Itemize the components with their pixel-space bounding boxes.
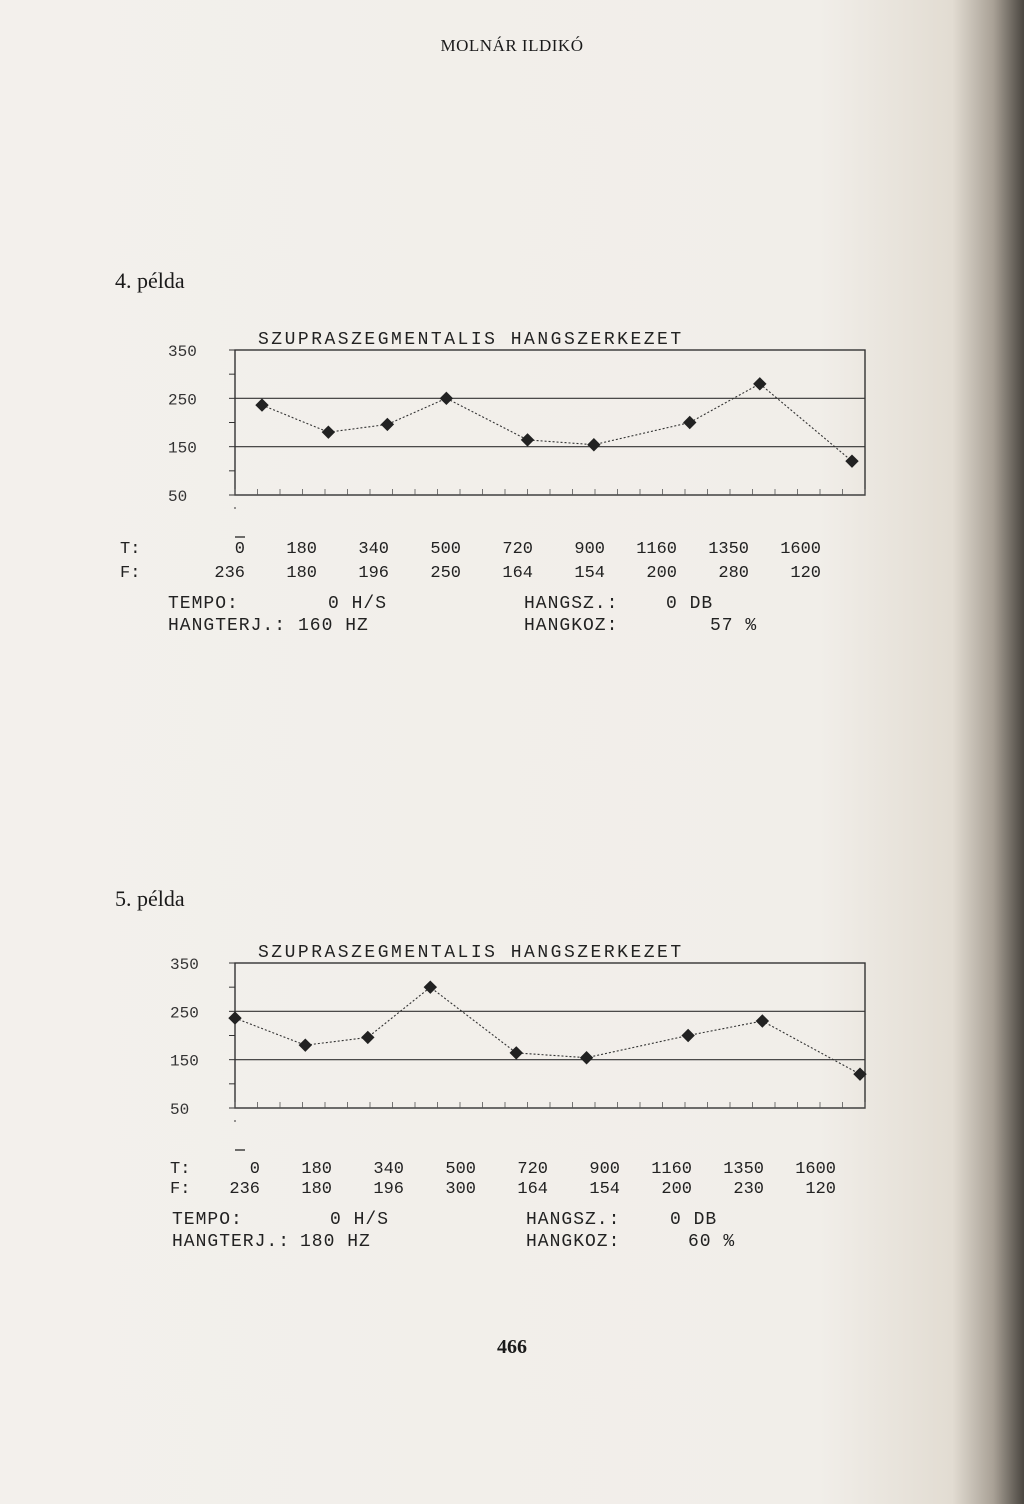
f-value-cell: 180 [301,1180,332,1199]
data-point-marker [424,981,436,993]
data-table-example-5 [0,1160,1024,1210]
t-row-label: T: [170,1160,191,1179]
data-point-marker [854,1068,866,1080]
t-value-cell: 1350 [708,540,749,559]
f-value-cell: 120 [805,1180,836,1199]
data-table-example-4 [0,540,1024,590]
series-line [262,384,852,461]
t-value-cell: 340 [373,1160,404,1179]
t-value-cell: 720 [517,1160,548,1179]
t-value-cell: 1600 [780,540,821,559]
f-value-cell: 236 [214,564,245,583]
f-value-cell: 180 [286,564,317,583]
data-point-marker [588,439,600,451]
f-value-cell: 164 [517,1180,548,1199]
y-tick-label: 150 [170,1052,199,1071]
f-value-cell: 164 [502,564,533,583]
f-row-label: F: [120,564,141,583]
data-point-marker [362,1031,374,1043]
t-value-cell: 900 [574,540,605,559]
y-tick-label: 250 [170,1004,199,1023]
hangterj-value: 160 HZ [298,616,369,636]
f-value-cell: 154 [589,1180,620,1199]
y-tick-label: 50 [168,488,188,506]
t-value-cell: 1600 [795,1160,836,1179]
hangkoz-label: HANGKOZ: [524,616,619,636]
example-label: 5. példa [115,886,185,911]
data-point-marker [684,417,696,429]
f-value-cell: 200 [646,564,677,583]
t-value-cell: 340 [358,540,389,559]
data-point-marker [381,418,393,430]
chart-svg [0,933,1024,1173]
f-value-cell: 236 [229,1180,260,1199]
t-value-cell: 720 [502,540,533,559]
f-value-cell: 200 [661,1180,692,1199]
t-value-cell: 1160 [651,1160,692,1179]
data-point-marker [256,399,268,411]
chart-title: SZUPRASZEGMENTALIS HANGSZERKEZET [258,943,684,963]
f-value-cell: 250 [430,564,461,583]
t-value-cell: 180 [286,540,317,559]
data-point-marker [229,1012,241,1024]
hangsz-label: HANGSZ.: [526,1210,621,1230]
data-point-marker [299,1039,311,1051]
data-point-marker [440,392,452,404]
t-value-cell: 500 [430,540,461,559]
y-tick-label: 150 [168,439,197,458]
hangsz-value: 0 DB [666,594,714,614]
hangkoz-label: HANGKOZ: [526,1232,621,1252]
data-point-marker [510,1047,522,1059]
y-tick-label: 350 [170,956,199,974]
t-value-cell: 500 [445,1160,476,1179]
t-value-cell: 1350 [723,1160,764,1179]
page-header-author: MOLNÁR ILDIKÓ [440,36,584,55]
data-point-marker [846,455,858,467]
hangsz-label: HANGSZ.: [524,594,619,614]
chart-example-4 [0,320,1024,560]
hangterj-label: HANGTERJ.: [168,616,287,636]
f-value-cell: 196 [358,564,389,583]
data-point-marker [756,1015,768,1027]
data-point-marker [322,426,334,438]
f-value-cell: 120 [790,564,821,583]
f-value-cell: 230 [733,1180,764,1199]
hangterj-value: 180 HZ [300,1232,371,1252]
hangkoz-value: 57 % [710,616,758,636]
plot-frame [235,963,865,1108]
y-tick-label: 250 [168,391,197,410]
t-row-label: T: [120,540,141,559]
t-value-cell: 0 [234,540,245,559]
tempo-label: TEMPO: [172,1210,243,1230]
f-row-label: F: [170,1180,191,1199]
plot-frame [235,350,865,495]
hangkoz-value: 60 % [688,1232,736,1252]
page-number: 466 [497,1336,527,1358]
chart-svg [0,320,1024,560]
data-point-marker [682,1030,694,1042]
tempo-value: 0 H/S [328,594,388,614]
f-value-cell: 280 [718,564,749,583]
example-label: 4. példa [115,268,185,293]
t-value-cell: 1160 [636,540,677,559]
f-value-cell: 196 [373,1180,404,1199]
data-point-marker [581,1052,593,1064]
y-tick-label: 350 [168,343,197,361]
tempo-value: 0 H/S [330,1210,390,1230]
tempo-label: TEMPO: [168,594,239,614]
y-tick-label: 50 [170,1101,190,1119]
hangterj-label: HANGTERJ.: [172,1232,291,1252]
data-point-marker [522,434,534,446]
t-value-cell: 180 [301,1160,332,1179]
hangsz-value: 0 DB [670,1210,718,1230]
t-value-cell: 900 [589,1160,620,1179]
series-line [235,987,860,1074]
f-value-cell: 154 [574,564,605,583]
chart-title: SZUPRASZEGMENTALIS HANGSZERKEZET [258,330,684,350]
t-value-cell: 0 [249,1160,260,1179]
chart-example-5 [0,933,1024,1173]
f-value-cell: 300 [445,1180,476,1199]
